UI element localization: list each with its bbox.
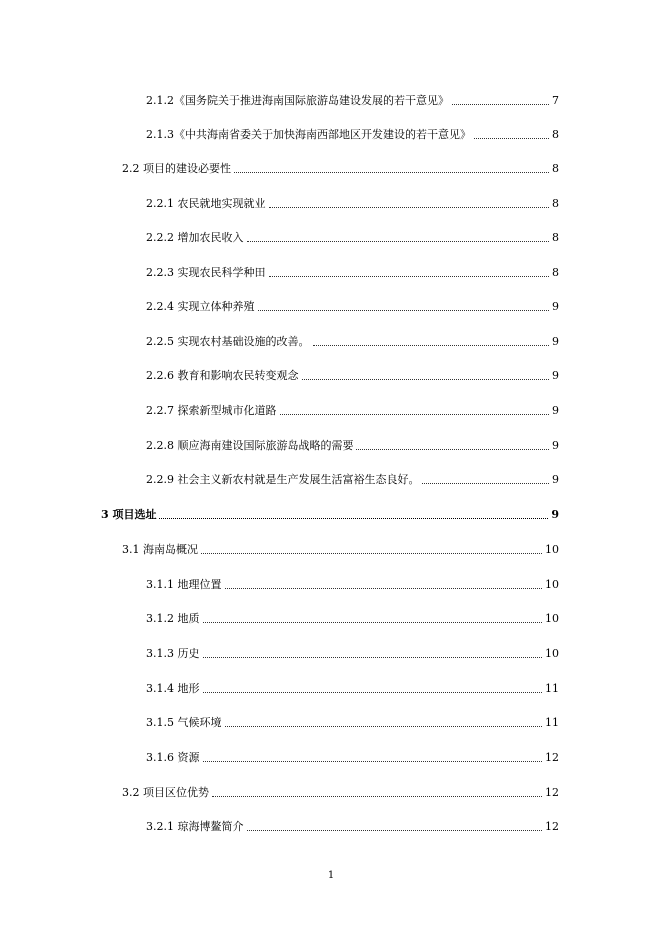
toc-entry-2-2-5[interactable]	[146, 333, 559, 349]
toc-entry-2-2-4[interactable]	[146, 298, 559, 314]
toc-entry-label: 2.2.5 实现农村基础设施的改善。	[146, 335, 310, 348]
dot-leader	[474, 138, 549, 139]
toc-entry-2-2-9[interactable]	[146, 471, 559, 487]
toc-entry-page: 8	[552, 162, 559, 175]
dot-leader	[225, 726, 543, 727]
toc-entry-2-2-1[interactable]	[146, 195, 559, 211]
dot-leader	[247, 241, 550, 242]
toc-entry-page: 12	[545, 786, 559, 799]
dot-leader	[356, 449, 549, 450]
toc-entry-page: 9	[552, 335, 559, 348]
dot-leader	[302, 379, 550, 380]
page-number: 1	[327, 870, 335, 881]
toc-entry-3-1-6[interactable]	[146, 749, 559, 765]
toc-entry-page: 8	[552, 197, 559, 210]
toc-entry-page: 8	[552, 266, 559, 279]
toc-entry-label: 2.2 项目的建设必要性	[122, 162, 231, 175]
toc-entry-page: 8	[552, 231, 559, 244]
toc-entry-3-1-5[interactable]	[146, 714, 559, 730]
toc-entry-3-2-1[interactable]	[146, 818, 559, 834]
dot-leader	[203, 622, 543, 623]
toc-entry-page: 10	[545, 543, 559, 556]
toc-entry-label: 2.2.9 社会主义新农村就是生产发展生活富裕生态良好。	[146, 473, 420, 486]
dot-leader	[159, 518, 548, 519]
toc-entry-3-1-4[interactable]	[146, 680, 559, 696]
toc-entry-page: 10	[545, 647, 559, 660]
dot-leader	[247, 830, 543, 831]
toc-entry-label: 2.2.8 顺应海南建设国际旅游岛战略的需要	[146, 439, 354, 452]
toc-entry-label: 2.1.2《国务院关于推进海南国际旅游岛建设发展的若干意见》	[146, 94, 449, 107]
dot-leader	[201, 553, 542, 554]
toc-entry-2-2-7[interactable]	[146, 402, 559, 418]
toc-entry-2-1-3[interactable]	[146, 126, 559, 142]
toc-entry-label: 3.1.4 地形	[146, 682, 200, 695]
dot-leader	[452, 104, 549, 105]
toc-entry-label: 3 项目选址	[101, 508, 157, 521]
toc-entry-label: 3.1.6 资源	[146, 751, 200, 764]
toc-entry-2-2[interactable]	[122, 160, 559, 176]
dot-leader	[203, 657, 543, 658]
toc-entry-page: 11	[545, 682, 559, 695]
toc-entry-label: 2.1.3《中共海南省委关于加快海南西部地区开发建设的若干意见》	[146, 128, 471, 141]
dot-leader	[269, 207, 550, 208]
toc-entry-label: 3.2.1 琼海博鳌简介	[146, 820, 244, 833]
toc-entry-label: 2.2.7 探索新型城市化道路	[146, 404, 277, 417]
toc-entry-label: 3.1.3 历史	[146, 647, 200, 660]
toc-entry-2-2-3[interactable]	[146, 264, 559, 280]
dot-leader	[313, 345, 550, 346]
dot-leader	[212, 796, 542, 797]
dot-leader	[203, 761, 543, 762]
toc-entry-page: 8	[552, 128, 559, 141]
toc-entry-page: 9	[552, 439, 559, 452]
toc-entry-3-1-3[interactable]	[146, 645, 559, 661]
toc-entry-page: 9	[552, 473, 559, 486]
toc-entry-page: 10	[545, 578, 559, 591]
toc-entry-page: 9	[552, 369, 559, 382]
toc-entry-page: 12	[545, 820, 559, 833]
toc-entry-3-1-2[interactable]	[146, 610, 559, 626]
toc-entry-label: 3.2 项目区位优势	[122, 786, 209, 799]
toc-entry-page: 9	[551, 508, 559, 521]
toc-entry-label: 2.2.4 实现立体种养殖	[146, 300, 255, 313]
dot-leader	[225, 588, 543, 589]
dot-leader	[280, 414, 550, 415]
toc-entry-label: 3.1.5 气候环境	[146, 716, 222, 729]
toc-entry-2-1-2[interactable]	[146, 92, 559, 108]
toc-entry-label: 2.2.3 实现农民科学种田	[146, 266, 266, 279]
toc-entry-3-2[interactable]	[122, 784, 559, 800]
toc-entry-label: 3.1.2 地质	[146, 612, 200, 625]
toc-entry-3-1[interactable]	[122, 541, 559, 557]
toc-entry-label: 3.1 海南岛概况	[122, 543, 198, 556]
toc-entry-page: 9	[552, 404, 559, 417]
toc-entry-3-1-1[interactable]	[146, 576, 559, 592]
dot-leader	[422, 483, 549, 484]
toc-entry-page: 10	[545, 612, 559, 625]
toc-entry-label: 2.2.6 教育和影响农民转变观念	[146, 369, 299, 382]
dot-leader	[269, 276, 550, 277]
toc-entry-label: 2.2.1 农民就地实现就业	[146, 197, 266, 210]
toc-entry-page: 7	[552, 94, 559, 107]
toc-entry-2-2-6[interactable]	[146, 367, 559, 383]
toc-entry-2-2-2[interactable]	[146, 229, 559, 245]
toc-entry-label: 3.1.1 地理位置	[146, 578, 222, 591]
toc-entry-2-2-8[interactable]	[146, 437, 559, 453]
dot-leader	[234, 172, 549, 173]
toc-entry-page: 12	[545, 751, 559, 764]
toc-entry-page: 11	[545, 716, 559, 729]
dot-leader	[203, 692, 543, 693]
toc-entry-3[interactable]	[101, 506, 559, 522]
dot-leader	[258, 310, 550, 311]
toc-entry-page: 9	[552, 300, 559, 313]
toc-entry-label: 2.2.2 增加农民收入	[146, 231, 244, 244]
